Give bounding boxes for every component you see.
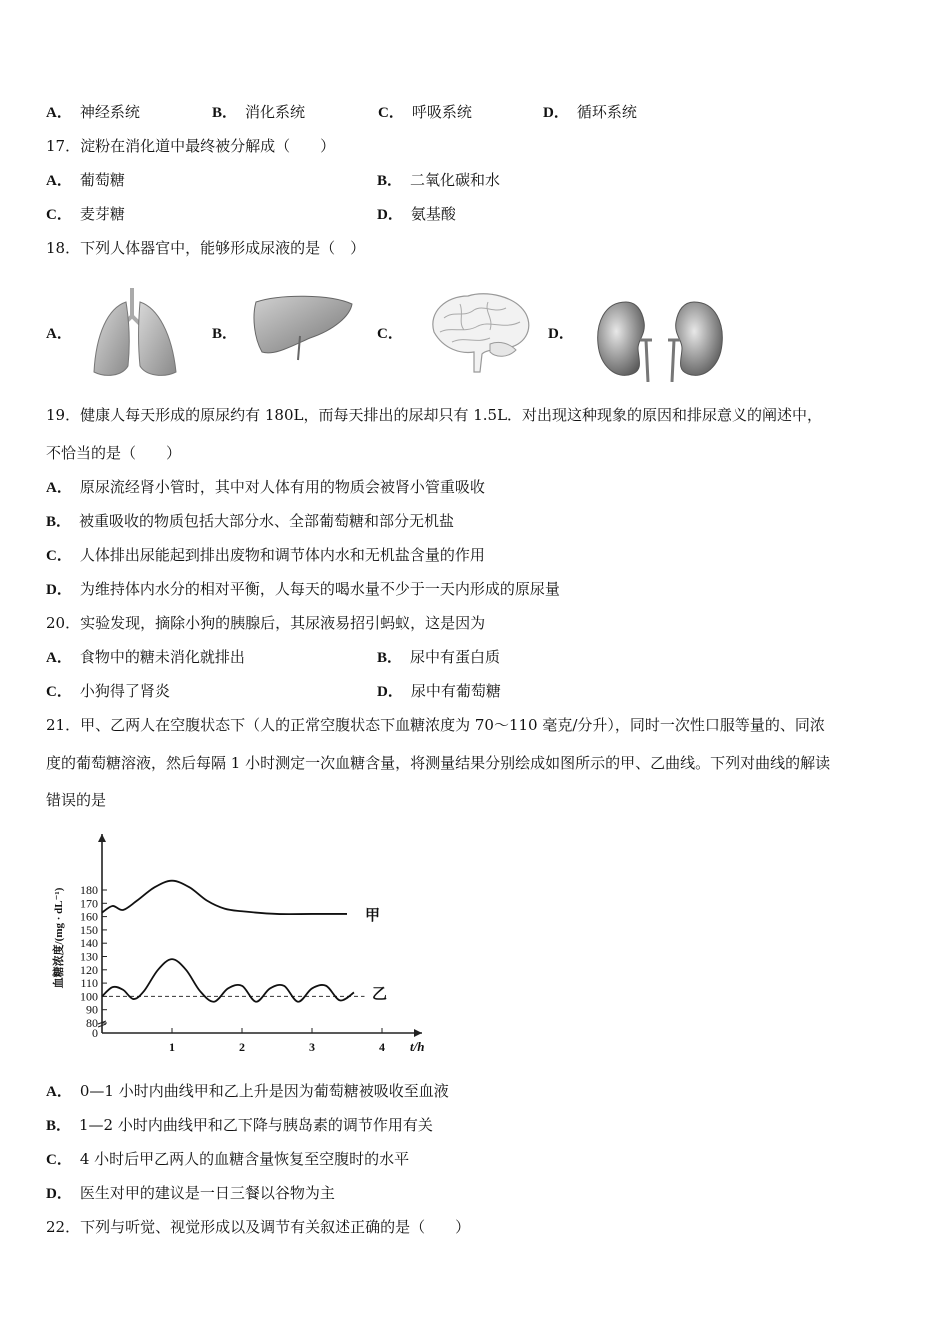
q17-option-c[interactable]: C． 麦芽糖 <box>46 205 125 223</box>
q16-option-d[interactable]: D． 循环系统 <box>543 103 637 121</box>
liver-icon[interactable] <box>250 292 356 364</box>
y-tick-label: 110 <box>80 976 98 991</box>
y-tick-label: 90 <box>86 1002 98 1017</box>
q18-option-d-label[interactable]: D． <box>548 326 574 342</box>
y-tick-label: 130 <box>80 949 98 964</box>
q19-option-d[interactable]: D． 为维持体内水分的相对平衡，人每天的喝水量不少于一天内形成的原尿量 <box>46 580 560 598</box>
y-tick-label: 170 <box>80 896 98 911</box>
q21-stem-line3: 错误的是 <box>46 791 107 809</box>
q17-option-b[interactable]: B． 二氧化碳和水 <box>377 171 501 189</box>
y-tick-label: 180 <box>80 883 98 897</box>
q16-option-a[interactable]: A． 神经系统 <box>46 103 140 121</box>
x-tick-label: 1 <box>169 1040 175 1054</box>
q21-stem-line2: 度的葡萄糖溶液，然后每隔 1 小时测定一次血糖含量，将测量结果分别绘成如图所示的甲、乙曲线。下列对曲线的解读 <box>46 754 831 772</box>
x-axis-label: t/h <box>410 1039 425 1054</box>
y-tick-label: 150 <box>80 922 98 937</box>
q18-option-b-label[interactable]: B． <box>212 326 238 342</box>
q22-stem: 22．下列与听觉、视觉形成以及调节有关叙述正确的是（ ） <box>46 1218 471 1236</box>
kidneys-icon[interactable] <box>596 298 724 382</box>
y-axis-label: 血糖浓度/(mg · dL⁻¹) <box>53 887 65 989</box>
q18-stem: 18．下列人体器官中，能够形成尿液的是（ ） <box>46 239 366 257</box>
q21-option-c[interactable]: C． 4 小时后甲乙两人的血糖含量恢复至空腹时的水平 <box>46 1150 410 1168</box>
brain-icon[interactable] <box>424 288 536 374</box>
y-tick-label: 0 <box>92 1026 98 1040</box>
x-tick-label: 3 <box>309 1040 315 1054</box>
q18-option-c-label[interactable]: C． <box>377 326 403 342</box>
y-tick-label: 100 <box>80 989 98 1004</box>
q21-option-d[interactable]: D． 医生对甲的建议是一日三餐以谷物为主 <box>46 1184 335 1202</box>
y-tick-label: 140 <box>80 936 98 951</box>
x-axis-arrow <box>414 1029 422 1037</box>
q20-stem: 20．实验发现，摘除小狗的胰腺后，其尿液易招引蚂蚁，这是因为 <box>46 614 486 632</box>
q17-option-d[interactable]: D． 氨基酸 <box>377 205 456 223</box>
y-axis-arrow <box>98 834 106 842</box>
q19-option-b[interactable]: B． 被重吸收的物质包括大部分水、全部葡萄糖和部分无机盐 <box>46 512 455 530</box>
q20-option-b[interactable]: B． 尿中有蛋白质 <box>377 648 501 666</box>
q19-option-c[interactable]: C． 人体排出尿能起到排出废物和调节体内水和无机盐含量的作用 <box>46 546 485 564</box>
q19-stem-line1: 19．健康人每天形成的原尿约有 180L，而每天排出的尿却只有 1.5L．对出现这种现象的原因和排尿意义的阐述中， <box>46 406 823 424</box>
y-tick-label: 160 <box>80 909 98 924</box>
q18-option-a-label[interactable]: A． <box>46 326 72 342</box>
q20-option-c[interactable]: C． 小狗得了肾炎 <box>46 682 170 700</box>
x-tick-label: 2 <box>239 1040 245 1054</box>
q17-stem: 17．淀粉在消化道中最终被分解成（ ） <box>46 137 336 155</box>
q20-option-a[interactable]: A． 食物中的糖未消化就排出 <box>46 648 245 666</box>
y-tick-label: 80 <box>86 1016 98 1030</box>
lungs-icon[interactable] <box>86 286 182 380</box>
q21-option-b[interactable]: B． 1—2 小时内曲线甲和乙下降与胰岛素的调节作用有关 <box>46 1116 433 1134</box>
series-label-yi: 乙 <box>372 986 388 1003</box>
q21-stem-line1: 21．甲、乙两人在空腹状态下（人的正常空腹状态下血糖浓度为 70～110 毫克/分升），同时一次性口服等量的、同浓 <box>46 716 825 734</box>
q16-option-c[interactable]: C． 呼吸系统 <box>378 103 472 121</box>
x-tick-label: 4 <box>379 1040 385 1054</box>
q19-stem-line2: 不恰当的是（ ） <box>46 444 182 462</box>
y-tick-label: 120 <box>80 962 98 977</box>
series-line-jia <box>102 881 347 914</box>
series-line-yi <box>102 959 354 1002</box>
q16-option-b[interactable]: B． 消化系统 <box>212 103 306 121</box>
q17-option-a[interactable]: A． 葡萄糖 <box>46 171 125 189</box>
series-label-jia: 甲 <box>365 907 381 924</box>
q19-option-a[interactable]: A． 原尿流经肾小管时，其中对人体有用的物质会被肾小管重吸收 <box>46 478 485 496</box>
q20-option-d[interactable]: D． 尿中有葡萄糖 <box>377 682 501 700</box>
q21-option-a[interactable]: A． 0—1 小时内曲线甲和乙上升是因为葡萄糖被吸收至血液 <box>46 1082 449 1100</box>
blood-sugar-chart <box>40 828 440 1062</box>
